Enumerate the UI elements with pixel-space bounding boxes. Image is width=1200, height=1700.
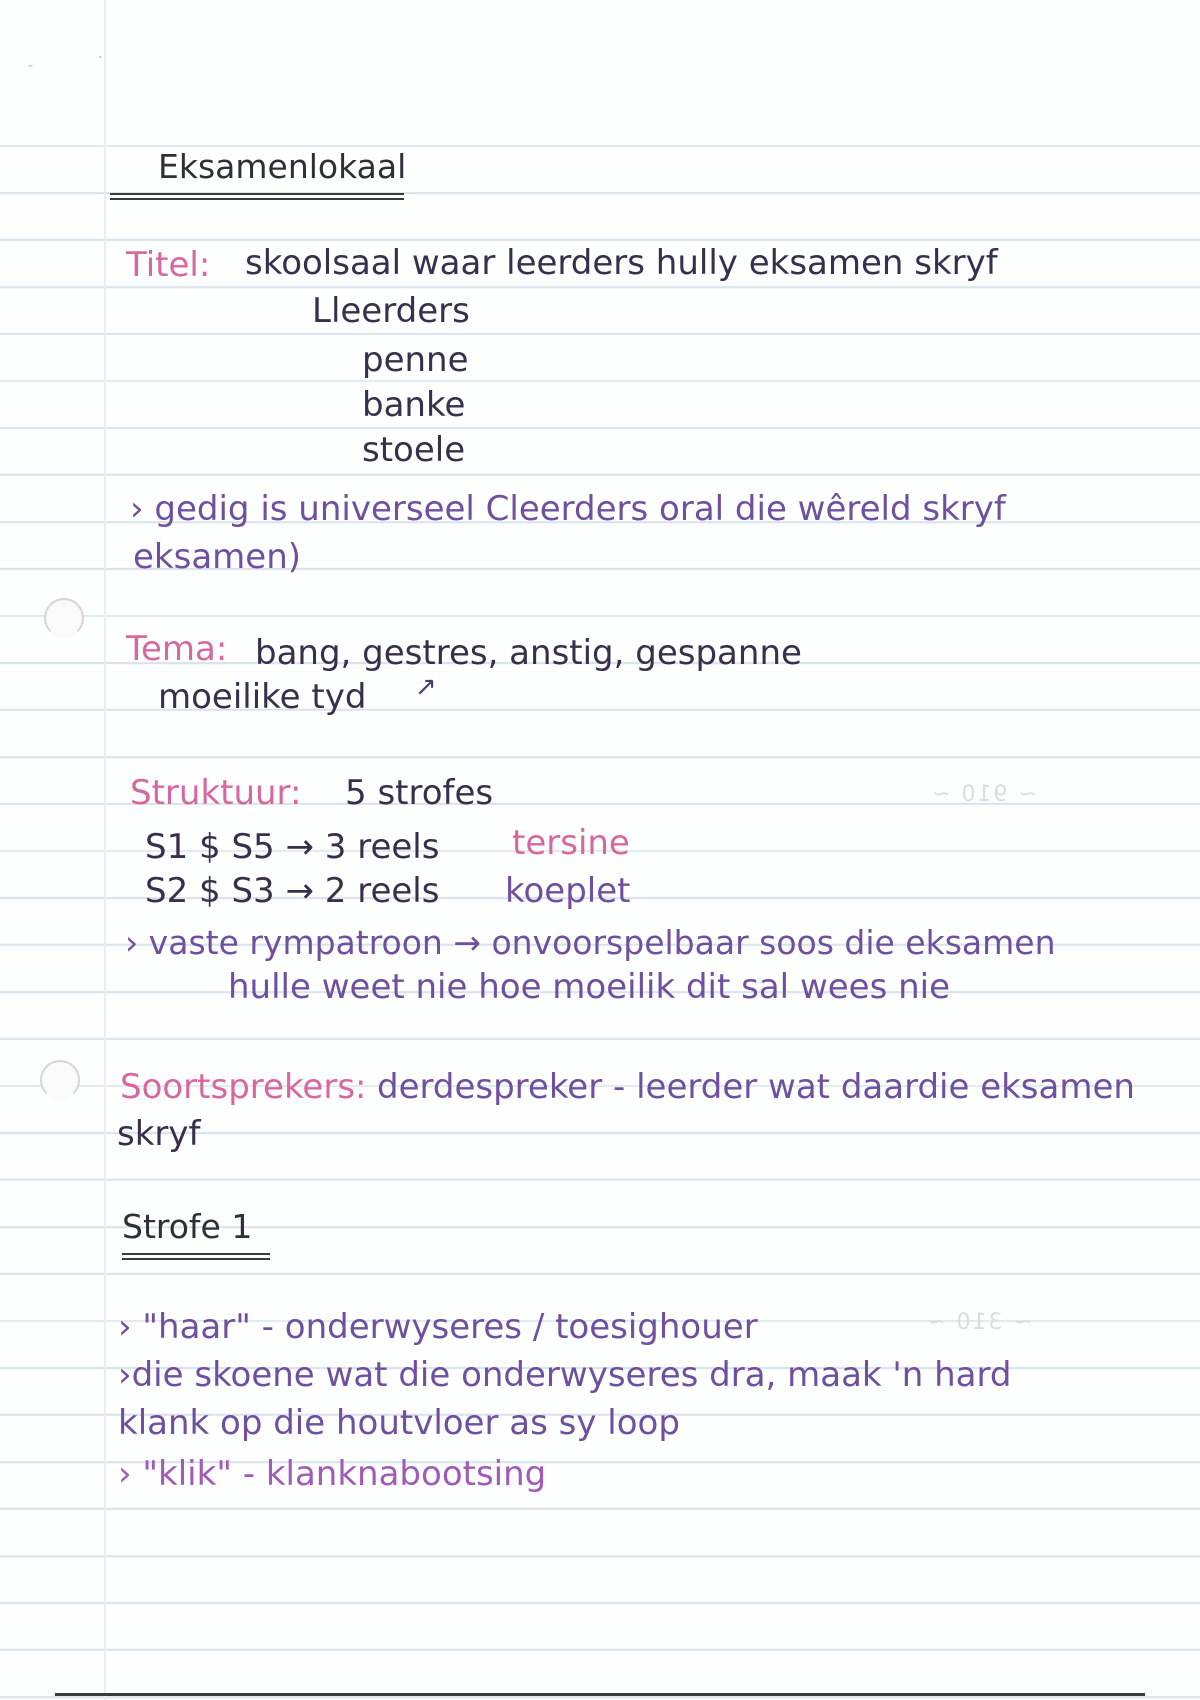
strofe-line: › "klik" - klanknabootsing — [118, 1454, 547, 1494]
struktuur-text: 5 strofes — [345, 773, 494, 813]
tema-line: moeilike tyd — [158, 677, 367, 717]
soortsprekers-label: Soortsprekers: — [120, 1067, 367, 1107]
struktuur-row-right: tersine — [512, 823, 630, 863]
struktuur-row-left: S2 $ S3 → 2 reels — [145, 871, 440, 911]
titel-note-line: › gedig is universeel Cleerders oral die wêreld skryf — [130, 489, 1006, 529]
strofe-line: ›die skoene wat die onderwyseres dra, maak 'n hard — [118, 1355, 1012, 1395]
strofe-line: › "haar" - onderwyseres / toesighouer — [118, 1307, 758, 1347]
page-bottom-line — [55, 1693, 1145, 1696]
titel-label: Titel: — [126, 245, 211, 285]
titel-item: banke — [362, 385, 466, 425]
strofe-underline-2 — [122, 1258, 270, 1260]
titel-item: Lleerders — [312, 291, 470, 331]
bleed-through-text: ~ 310 ~ — [925, 1310, 1032, 1335]
struktuur-row-left: S1 $ S5 → 3 reels — [145, 827, 440, 867]
paper-speck: · — [98, 50, 103, 66]
soortsprekers-line: skryf — [117, 1114, 201, 1154]
struktuur-label: Struktuur: — [130, 773, 302, 813]
tema-text: bang, gestres, anstig, gespanne — [255, 633, 802, 673]
strofe-heading: Strofe 1 — [122, 1207, 253, 1246]
arrow-icon: ↗ — [415, 672, 437, 702]
struktuur-row-right: koeplet — [505, 871, 631, 911]
page-title: Eksamenlokaal — [158, 147, 407, 186]
margin-line — [104, 0, 106, 1700]
title-underline — [110, 193, 404, 195]
struktuur-note-line: › vaste rympatroon → onvoorspelbaar soos die eksamen — [125, 923, 1056, 962]
titel-item: stoele — [362, 430, 466, 470]
top-blank-area — [0, 0, 1200, 130]
bleed-through-text: ~ 910 ~ — [930, 782, 1037, 807]
titel-text: skoolsaal waar leerders hully eksamen skryf — [245, 243, 998, 283]
punch-hole-top — [44, 598, 84, 638]
punch-hole-bottom — [40, 1060, 80, 1100]
soortsprekers-text: derdespreker - leerder wat daardie eksamen — [377, 1067, 1135, 1107]
paper-speck: - — [28, 58, 34, 74]
titel-item: penne — [362, 340, 469, 380]
titel-note-line: eksamen) — [133, 537, 302, 577]
struktuur-note-line: hulle weet nie hoe moeilik dit sal wees nie — [228, 967, 951, 1007]
strofe-underline — [122, 1253, 270, 1255]
tema-label: Tema: — [126, 629, 228, 669]
strofe-line: klank op die houtvloer as sy loop — [118, 1403, 680, 1443]
title-underline-2 — [110, 198, 404, 200]
